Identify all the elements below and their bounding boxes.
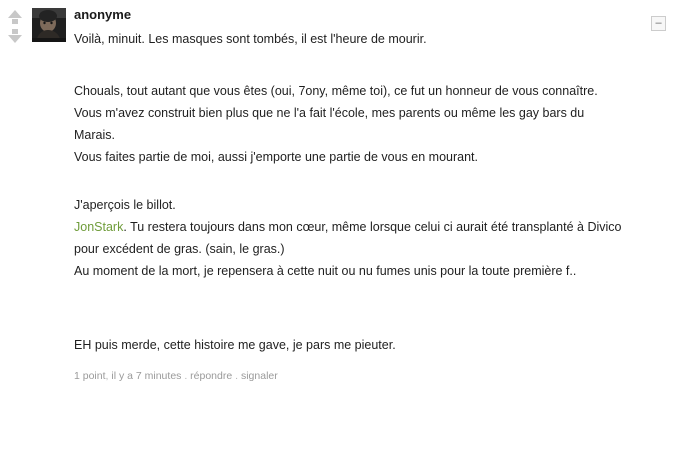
upvote-arrow-stem[interactable] <box>12 19 18 24</box>
comment-paragraph: Chouals, tout autant que vous êtes (oui, 7ony, même toi), ce fut un honneur de vous connaître. <box>74 84 598 98</box>
comment-timestamp: il y a 7 minutes <box>111 370 182 382</box>
comment-paragraph: Au moment de la mort, je repensera à cette nuit ou nu fumes unis pour la toute première f.. <box>74 264 577 278</box>
comment-paragraph-mention <box>74 216 626 260</box>
downvote-arrow-stem[interactable] <box>12 29 18 34</box>
user-mention-link[interactable]: JonStark <box>74 220 124 234</box>
vote-controls <box>6 10 24 43</box>
paragraph-spacer <box>74 168 626 194</box>
comment-author[interactable]: anonyme <box>74 7 132 22</box>
paragraph-spacer <box>74 50 626 80</box>
footer-separator: , <box>105 370 112 382</box>
report-link[interactable]: signaler <box>240 370 278 382</box>
comment-paragraph: Vous faites partie de moi, aussi j'emporte une partie de vous en mourant. <box>74 150 479 164</box>
comment-paragraph: J'aperçois le billot. <box>74 198 176 212</box>
collapse-comment-button[interactable]: – <box>651 16 666 31</box>
paragraph-spacer <box>74 282 626 334</box>
comment-paragraph: EH puis merde, cette histoire me gave, je pars me pieuter. <box>74 338 396 352</box>
comment-paragraph-text: . Tu restera toujours dans mon cœur, même lorsque celui ci aurait été transplanté à Divico pour excédent de gras. (sain, le gras.) <box>74 220 622 256</box>
upvote-arrow-icon[interactable] <box>8 10 22 18</box>
avatar[interactable] <box>32 8 66 42</box>
footer-separator: . <box>181 370 191 382</box>
comment-footer <box>74 370 626 383</box>
reply-link[interactable]: répondre <box>190 370 233 382</box>
comment-paragraph: Vous m'avez construit bien plus que ne l'a fait l'école, mes parents ou même les gay bars du Marais. <box>74 106 585 142</box>
comment-points: 1 point <box>74 370 106 382</box>
comment-body <box>74 8 626 383</box>
footer-separator: . <box>232 370 241 382</box>
comment-paragraph: Voilà, minuit. Les masques sont tombés, il est l'heure de mourir. <box>74 32 427 46</box>
downvote-arrow-icon[interactable] <box>8 35 22 43</box>
avatar-photo-icon <box>32 8 66 42</box>
